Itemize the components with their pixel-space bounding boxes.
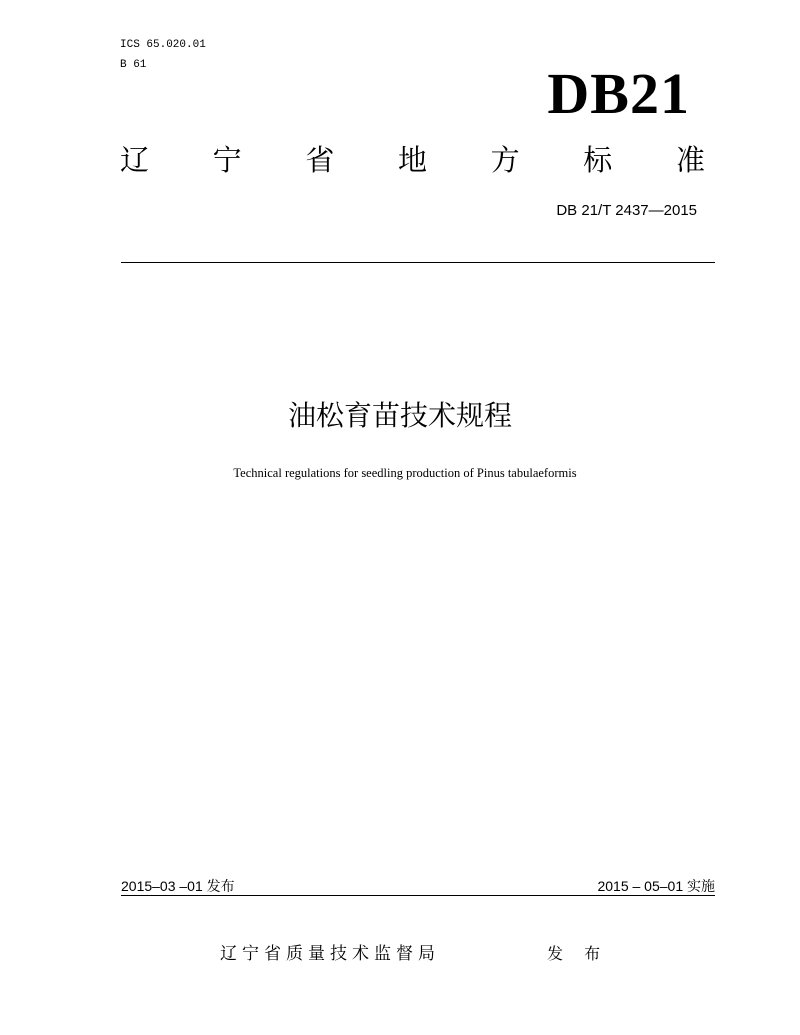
bottom-divider xyxy=(121,895,715,896)
standard-type-char: 辽 xyxy=(120,143,150,177)
standard-type-char: 方 xyxy=(490,143,520,177)
standard-number: DB 21/T 2437—2015 xyxy=(556,202,697,219)
standard-type-char: 宁 xyxy=(212,143,242,177)
top-divider xyxy=(121,262,715,263)
document-title-english: Technical regulations for seedling production of Pinus tabulaeformis xyxy=(233,466,577,480)
publish-label: 发 布 xyxy=(547,944,609,963)
standard-type-char: 地 xyxy=(397,143,427,177)
issue-date: 2015–03 –01 发布 xyxy=(121,878,235,894)
document-title-chinese: 油松育苗技术规程 xyxy=(287,399,512,432)
standard-type-heading xyxy=(120,140,705,180)
ccs-code: B 61 xyxy=(120,59,147,71)
implementation-date: 2015 – 05–01 实施 xyxy=(597,878,715,894)
db-code: DB21 xyxy=(547,61,690,126)
standard-type-char: 标 xyxy=(583,143,613,177)
publisher-name: 辽宁省质量技术监督局 xyxy=(220,944,440,964)
ics-code: ICS 65.020.01 xyxy=(120,39,206,51)
standard-type-char: 省 xyxy=(305,143,335,177)
standard-type-char: 准 xyxy=(675,143,705,177)
